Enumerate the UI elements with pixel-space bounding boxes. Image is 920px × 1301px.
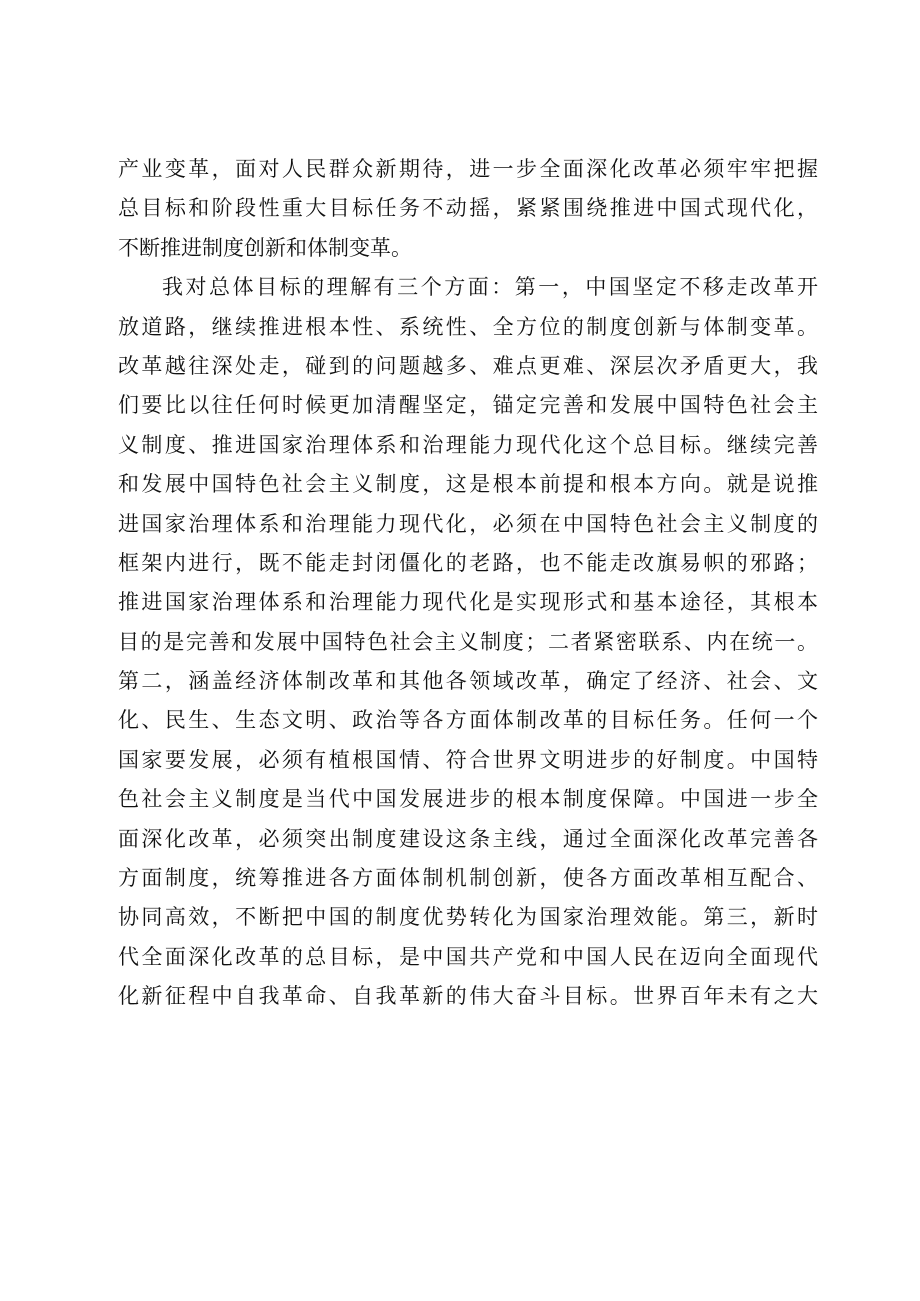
text-line: 总目标和阶段性重大目标任务不动摇，紧紧围绕推进中国式现代化， — [118, 196, 818, 221]
text-line: 面深化改革，必须突出制度建设这条主线，通过全面深化改革完善各 — [118, 826, 818, 851]
text-line: 框架内进行，既不能走封闭僵化的老路，也不能走改旗易帜的邪路； — [118, 550, 818, 575]
text-line: 化、民生、生态文明、政治等各方面体制改革的目标任务。任何一个 — [118, 708, 818, 733]
text-line: 们要比以往任何时候更加清醒坚定，锚定完善和发展中国特色社会主 — [118, 393, 818, 418]
text-line: 代全面深化改革的总目标，是中国共产党和中国人民在迈向全面现代 — [118, 944, 818, 969]
text-line: 目的是完善和发展中国特色社会主义制度；二者紧密联系、内在统一。 — [118, 629, 818, 654]
text-line: 国家要发展，必须有植根国情、符合世界文明进步的好制度。中国特 — [118, 747, 818, 772]
text-line: 义制度、推进国家治理体系和治理能力现代化这个总目标。继续完善 — [118, 432, 818, 457]
text-line: 色社会主义制度是当代中国发展进步的根本制度保障。中国进一步全 — [118, 787, 818, 812]
text-line: 放道路，继续推进根本性、系统性、全方位的制度创新与体制变革。 — [118, 314, 818, 339]
text-line: 和发展中国特色社会主义制度，这是根本前提和根本方向。就是说推 — [118, 472, 818, 497]
text-line: 推进国家治理体系和治理能力现代化是实现形式和基本途径，其根本 — [118, 590, 818, 615]
text-line: 方面制度，统筹推进各方面体制机制创新，使各方面改革相互配合、 — [118, 866, 818, 891]
text-line: 化新征程中自我革命、自我革新的伟大奋斗目标。世界百年未有之大 — [118, 984, 818, 1009]
paragraph-first-line: 我对总体目标的理解有三个方面：第一，中国坚定不移走改革开 — [162, 275, 818, 300]
text-line: 产业变革，面对人民群众新期待，进一步全面深化改革必须牢牢把握 — [118, 157, 818, 181]
body-text — [118, 150, 818, 1017]
text-line: 第二，涵盖经济体制改革和其他各领域改革，确定了经济、社会、文 — [118, 669, 818, 694]
text-line: 协同高效，不断把中国的制度优势转化为国家治理效能。第三，新时 — [118, 905, 818, 930]
text-line: 改革越往深处走，碰到的问题越多、难点更难、深层次矛盾更大，我 — [118, 353, 818, 378]
text-line: 进国家治理体系和治理能力现代化，必须在中国特色社会主义制度的 — [118, 511, 818, 536]
text-line: 不断推进制度创新和体制变革。 — [118, 235, 412, 260]
